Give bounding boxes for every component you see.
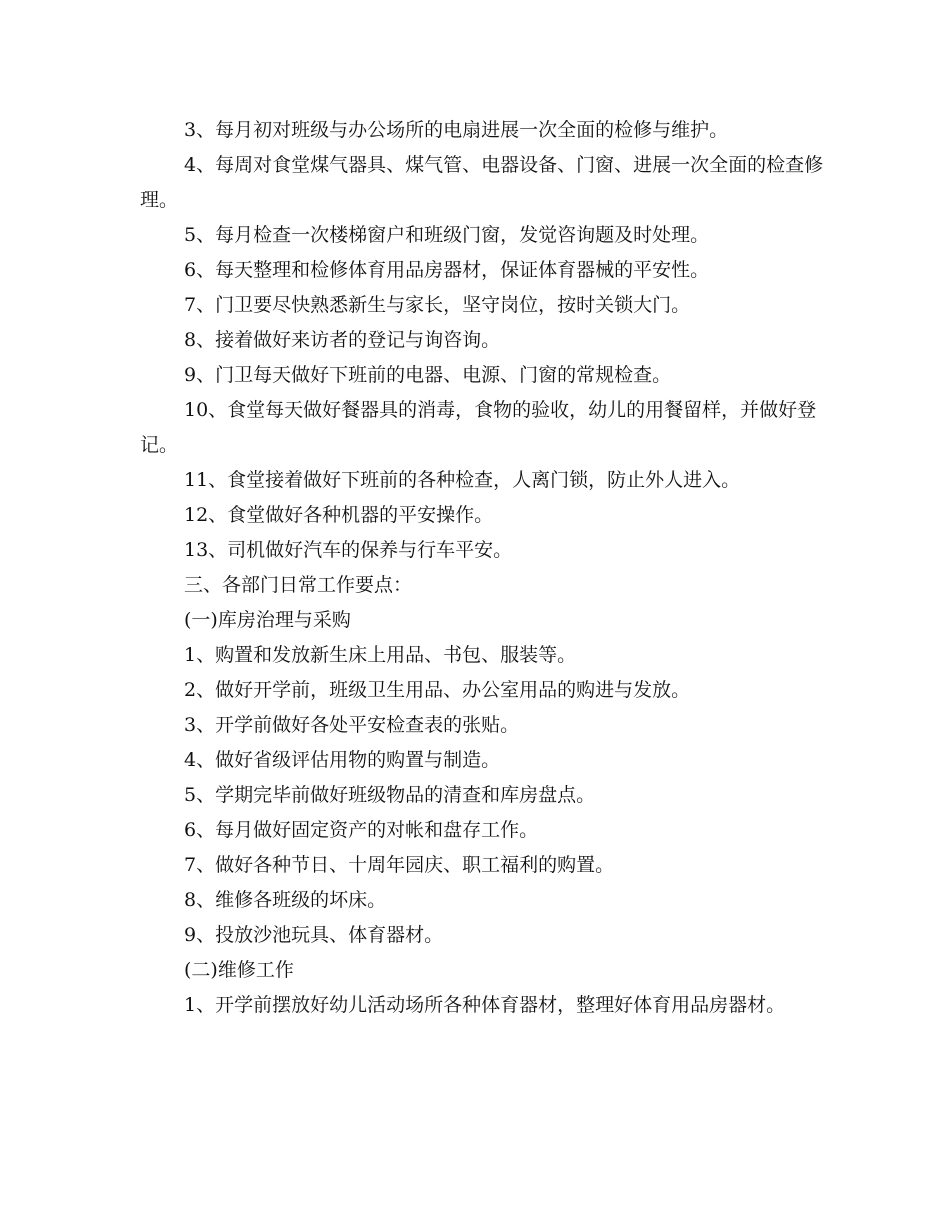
paragraph: 13、司机做好汽车的保养与行车平安。 [184, 539, 513, 561]
paragraph: 6、每月做好固定资产的对帐和盘存工作。 [184, 819, 539, 841]
paragraph: 3、每月初对班级与办公场所的电扇进展一次全面的检修与维护。 [184, 119, 729, 141]
paragraph: 5、学期完毕前做好班级物品的清查和库房盘点。 [184, 784, 596, 806]
paragraph: 7、门卫要尽快熟悉新生与家长，坚守岗位，按时关锁大门。 [184, 294, 691, 316]
subsection-heading: (一)库房治理与采购 [184, 609, 351, 631]
paragraph: 2、做好开学前，班级卫生用品、办公室用品的购进与发放。 [184, 679, 691, 701]
paragraph: 9、门卫每天做好下班前的电器、电源、门窗的常规检查。 [184, 364, 672, 386]
paragraph: 8、接着做好来访者的登记与询咨询。 [184, 329, 501, 351]
paragraph: 4、每周对食堂煤气器具、煤气管、电器设备、门窗、进展一次全面的检查修理。 [140, 154, 824, 211]
paragraph: 7、做好各种节日、十周年园庆、职工福利的购置。 [184, 854, 615, 876]
paragraph: 6、每天整理和检修体育用品房器材，保证体育器械的平安性。 [184, 259, 710, 281]
paragraph: 10、食堂每天做好餐器具的消毒，食物的验收，幼儿的用餐留样，并做好登记。 [140, 399, 817, 456]
paragraph: 1、开学前摆放好幼儿活动场所各种体育器材，整理好体育用品房器材。 [184, 994, 786, 1016]
paragraph: 11、食堂接着做好下班前的各种检查，人离门锁，防止外人进入。 [184, 469, 741, 491]
paragraph: 3、开学前做好各处平安检查表的张贴。 [184, 714, 520, 736]
paragraph: 9、投放沙池玩具、体育器材。 [184, 924, 444, 946]
section-heading: 三、各部门日常工作要点： [184, 574, 413, 596]
paragraph: 1、购置和发放新生床上用品、书包、服装等。 [184, 644, 577, 666]
document-body [140, 113, 830, 1023]
paragraph: 8、维修各班级的坏床。 [184, 889, 387, 911]
subsection-heading: (二)维修工作 [184, 959, 294, 981]
paragraph: 5、每月检查一次楼梯窗户和班级门窗，发觉咨询题及时处理。 [184, 224, 710, 246]
paragraph: 12、食堂做好各种机器的平安操作。 [184, 504, 494, 526]
paragraph: 4、做好省级评估用物的购置与制造。 [184, 749, 501, 771]
